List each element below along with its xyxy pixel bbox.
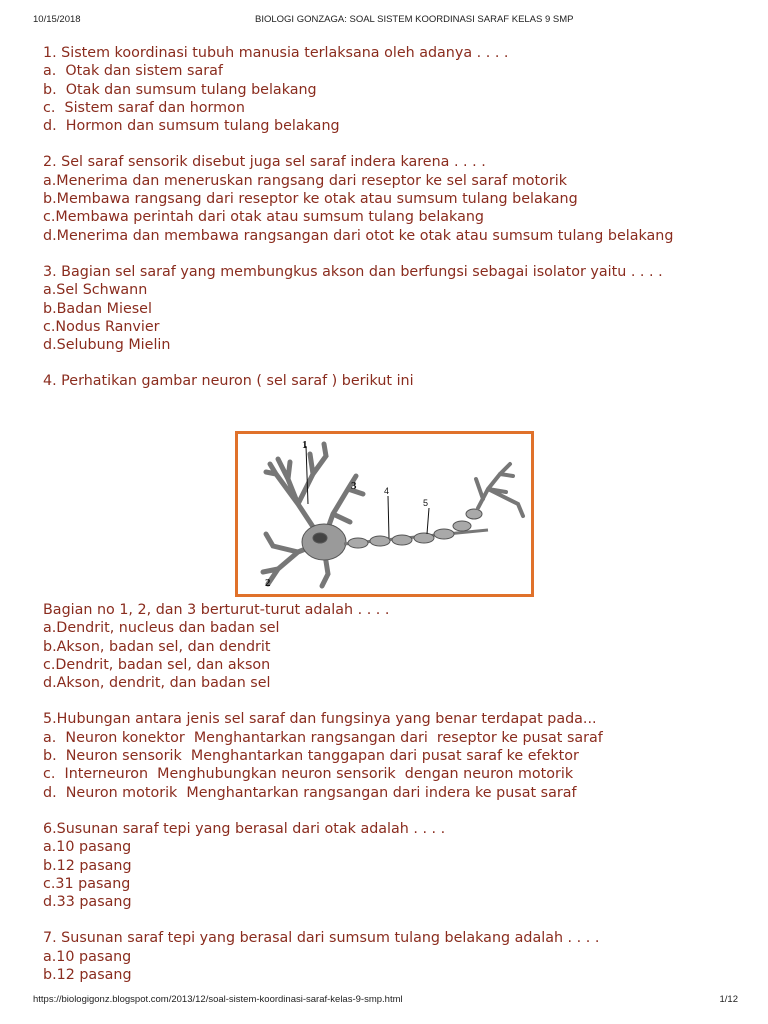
- label-5: 5: [423, 498, 429, 508]
- question-4-options: [43, 601, 743, 692]
- question-text: 6.Susunan saraf tepi yang berasal dari otak adalah . . . .: [43, 820, 446, 837]
- option-c: c.Membawa perintah dari otak atau sumsum tulang belakang: [43, 209, 484, 226]
- question-prompt: Bagian no 1, 2, dan 3 berturut-turut adalah . . . .: [43, 602, 390, 618]
- source-url: https://biologigonz.blogspot.com/2013/12/soal-sistem-koordinasi-saraf-kelas-9-smp.html: [33, 994, 403, 1005]
- question-text: 7. Susunan saraf tepi yang berasal dari sumsum tulang belakang adalah . . . .: [43, 930, 600, 947]
- question-7: [43, 929, 743, 984]
- option-d: d.Selubung Mielin: [43, 337, 171, 354]
- option-b: b.12 pasang: [43, 967, 132, 984]
- question-text: 2. Sel saraf sensorik disebut juga sel saraf indera karena . . . .: [43, 154, 486, 171]
- option-c: c.Dendrit, badan sel, dan akson: [43, 656, 271, 673]
- option-a: a. Neuron konektor Menghantarkan rangsangan dari reseptor ke pusat saraf: [43, 729, 603, 746]
- option-b: b.Badan Miesel: [43, 300, 152, 317]
- option-a: a.Sel Schwann: [43, 282, 148, 299]
- option-c: c.31 pasang: [43, 875, 131, 892]
- option-a: a. Otak dan sistem saraf: [43, 63, 223, 80]
- option-c: c.Nodus Ranvier: [43, 318, 160, 335]
- label-2: 2: [265, 577, 271, 589]
- question-5: [43, 710, 743, 801]
- option-b: b.12 pasang: [43, 857, 132, 874]
- question-4: [43, 372, 743, 390]
- option-c: c. Sistem saraf dan hormon: [43, 99, 245, 116]
- label-1: 1: [302, 439, 308, 451]
- page-number: 1/12: [719, 994, 738, 1005]
- option-d: d.33 pasang: [43, 894, 132, 911]
- option-a: a.10 pasang: [43, 948, 132, 965]
- question-3: [43, 263, 743, 354]
- option-b: b. Otak dan sumsum tulang belakang: [43, 81, 317, 98]
- quiz-content: [43, 44, 743, 391]
- question-2: [43, 153, 743, 244]
- neuron-figure: [235, 431, 534, 597]
- option-d: d. Neuron motorik Menghantarkan rangsangan dari indera ke pusat saraf: [43, 784, 577, 801]
- question-text: 5.Hubungan antara jenis sel saraf dan fungsinya yang benar terdapat pada...: [43, 711, 597, 728]
- question-1: [43, 44, 743, 135]
- quiz-content-continued: [43, 601, 743, 984]
- option-d: d.Menerima dan membawa rangsangan dari otot ke otak atau sumsum tulang belakang: [43, 227, 674, 244]
- option-a: a.Menerima dan meneruskan rangsang dari reseptor ke sel saraf motorik: [43, 172, 567, 189]
- option-b: b.Membawa rangsang dari reseptor ke otak atau sumsum tulang belakang: [43, 191, 578, 208]
- option-a: a.Dendrit, nucleus dan badan sel: [43, 620, 280, 637]
- option-b: b.Akson, badan sel, dan dendrit: [43, 638, 271, 655]
- print-date: 10/15/2018: [33, 14, 81, 25]
- question-text: 1. Sistem koordinasi tubuh manusia terlaksana oleh adanya . . . .: [43, 45, 509, 61]
- option-c: c. Interneuron Menghubungkan neuron sensorik dengan neuron motorik: [43, 766, 574, 783]
- label-3: 3: [351, 480, 357, 492]
- print-title: BIOLOGI GONZAGA: SOAL SISTEM KOORDINASI SARAF KELAS 9 SMP: [255, 14, 574, 25]
- option-d: d. Hormon dan sumsum tulang belakang: [43, 118, 340, 135]
- question-6: [43, 820, 743, 911]
- option-a: a.10 pasang: [43, 839, 132, 856]
- option-b: b. Neuron sensorik Menghantarkan tanggapan dari pusat saraf ke efektor: [43, 748, 579, 765]
- question-text: 4. Perhatikan gambar neuron ( sel saraf ) berikut ini: [43, 373, 414, 390]
- neuron-diagram: [238, 434, 531, 594]
- option-d: d.Akson, dendrit, dan badan sel: [43, 675, 271, 692]
- label-4: 4: [384, 486, 390, 496]
- question-text: 3. Bagian sel saraf yang membungkus akson dan berfungsi sebagai isolator yaitu . . . .: [43, 263, 663, 280]
